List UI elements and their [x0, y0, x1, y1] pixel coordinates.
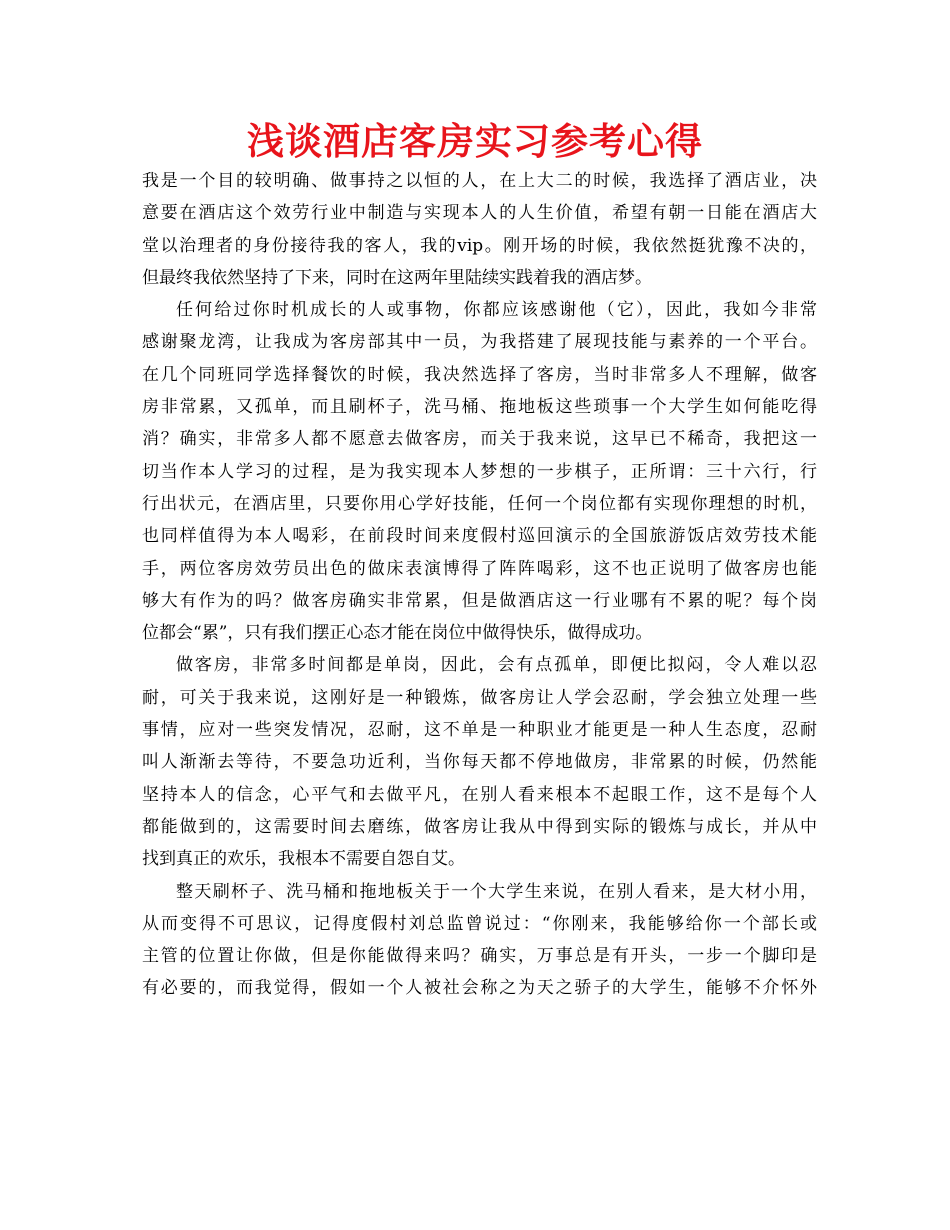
text-line: 堂以治理者的身份接待我的客人，我的vip。刚开场的时候，我依然挺犹豫不决的，	[142, 235, 817, 256]
text-line: 主管的位置让你做，但是你能做得来吗？确实，万事总是有开头，一步一个脚印是	[142, 946, 817, 967]
text-line: 叫人渐渐去等待，不要急功近利，当你每天都不停地做房，非常累的时候，仍然能	[142, 752, 817, 773]
text-line: 但最终我依然坚持了下来，同时在这两年里陆续实践着我的酒店梦。	[142, 267, 652, 288]
text-line: 在几个同班同学选择餐饮的时候，我决然选择了客房，当时非常多人不理解，做客	[142, 364, 817, 385]
text-line: 切当作本人学习的过程，是为我实现本人梦想的一步棋子，正所谓：三十六行，行	[142, 461, 817, 482]
text-line: 手，两位客房效劳员出色的做床表演博得了阵阵喝彩，这不也正说明了做客房也能	[142, 558, 817, 579]
text-line: 位都会“累”，只有我们摆正心态才能在岗位中做得快乐，做得成功。	[142, 623, 653, 644]
text-line: 行出状元，在酒店里，只要你用心学好技能，任何一个岗位都有实现你理想的时机，	[142, 493, 817, 514]
text-line: 有必要的，而我觉得，假如一个人被社会称之为天之骄子的大学生，能够不介怀外	[142, 978, 817, 999]
paragraph-3	[142, 649, 817, 875]
document-title: 浅谈酒店客房实习参考心得	[247, 120, 703, 163]
text-line: 事情，应对一些突发情况，忍耐，这不单是一种职业才能更是一种人生态度，忍耐	[142, 720, 817, 741]
text-line: 够大有作为的吗？做客房确实非常累，但是做酒店这一行业哪有不累的呢？每个岗	[142, 590, 817, 611]
text-line: 我是一个目的较明确、做事持之以恒的人，在上大二的时候，我选择了酒店业，决	[142, 171, 817, 191]
text-line: 消？确实，非常多人都不愿意去做客房，而关于我来说，这早已不稀奇，我把这一	[142, 429, 817, 450]
paragraph-4	[142, 876, 817, 1005]
text-line: 感谢聚龙湾，让我成为客房部其中一员，为我搭建了展现技能与素养的一个平台。	[142, 332, 817, 353]
text-line: 意要在酒店这个效劳行业中制造与实现本人的人生价值，希望有朝一日能在酒店大	[142, 203, 817, 224]
text-line: 都能做到的，这需要时间去磨练，做客房让我从中得到实际的锻炼与成长，并从中	[142, 816, 817, 837]
text-line: 任何给过你时机成长的人或事物，你都应该感谢他（它），因此，我如今非常	[176, 300, 817, 321]
text-line: 房非常累，又孤单，而且刷杯子，洗马桶、拖地板这些琐事一个大学生如何能吃得	[142, 397, 817, 418]
paragraph-2	[142, 294, 817, 649]
text-line: 坚持本人的信念，心平气和去做平凡，在别人看来根本不起眼工作，这不是每个人	[142, 784, 817, 805]
text-line: 整天刷杯子、洗马桶和拖地板关于一个大学生来说，在别人看来，是大材小用，	[176, 881, 817, 902]
text-line: 找到真正的欢乐，我根本不需要自怨自艾。	[142, 849, 465, 870]
paragraph-1	[142, 165, 817, 294]
text-line: 也同样值得为本人喝彩，在前段时间来度假村巡回演示的全国旅游饭店效劳技术能	[142, 526, 817, 547]
document-body	[142, 165, 817, 1005]
text-line: 做客房，非常多时间都是单岗，因此，会有点孤单，即便比拟闷，令人难以忍	[176, 655, 817, 676]
text-line: 耐，可关于我来说，这刚好是一种锻炼，做客房让人学会忍耐，学会独立处理一些	[142, 687, 817, 708]
text-line: 从而变得不可思议，记得度假村刘总监曾说过：“你刚来，我能够给你一个部长或	[142, 913, 817, 934]
